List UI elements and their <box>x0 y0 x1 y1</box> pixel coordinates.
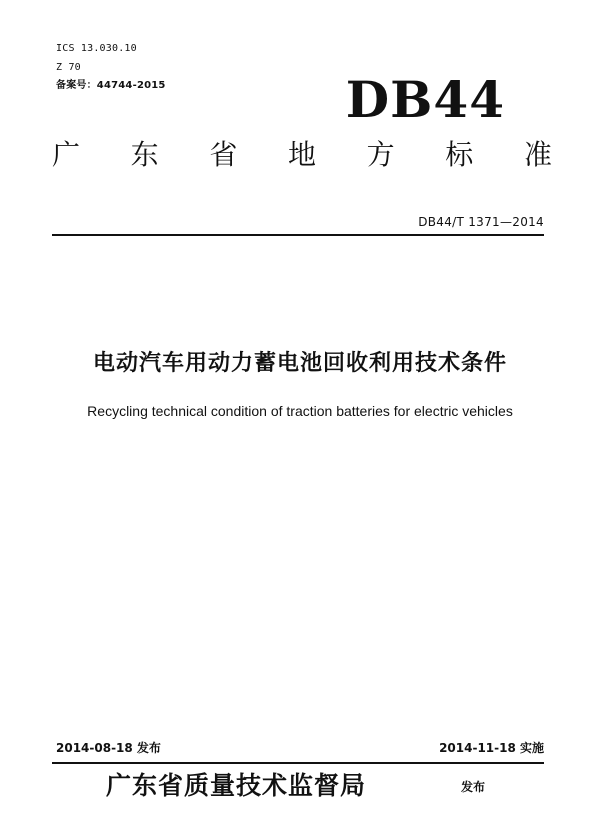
filing-number: 备案号：44744-2015 <box>56 80 166 91</box>
standard-type-char: 地 <box>287 138 316 171</box>
issuing-authority: 广东省质量技术监督局 <box>106 771 367 800</box>
standard-type-char: 广 <box>52 138 81 171</box>
standard-type-heading <box>52 138 552 172</box>
standard-number: DB44/T 1371—2014 <box>418 215 544 229</box>
standard-type-char: 标 <box>445 138 474 171</box>
title-english: Recycling technical condition of traction batteries for electric vehicles <box>87 403 513 419</box>
ics-code: ICS 13.030.10 <box>56 43 137 54</box>
standard-type-char: 省 <box>209 138 238 171</box>
footer-divider <box>52 762 544 764</box>
standard-type-char: 准 <box>523 138 552 171</box>
classification-code: Z 70 <box>56 62 81 73</box>
standard-type-char: 方 <box>366 138 395 171</box>
header-divider <box>52 234 544 236</box>
implementation-date: 2014-11-18 实施 <box>439 741 544 755</box>
standard-type-char: 东 <box>130 138 159 171</box>
title-chinese: 电动汽车用动力蓄电池回收利用技术条件 <box>92 351 507 376</box>
standard-mark: DB44 <box>345 70 505 129</box>
issue-date: 2014-08-18 发布 <box>56 741 161 755</box>
issue-label: 发布 <box>461 780 486 794</box>
